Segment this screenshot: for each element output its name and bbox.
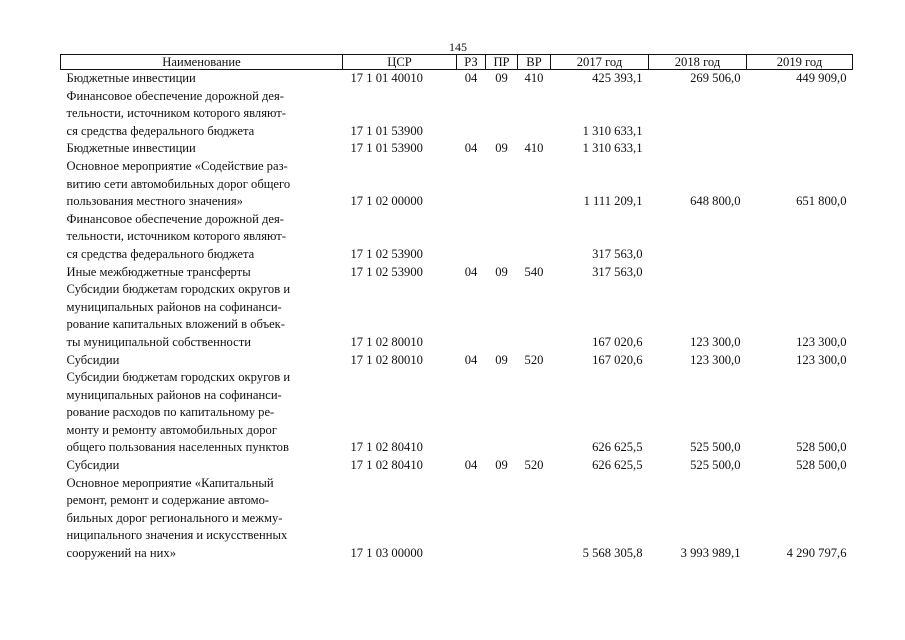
row-name-line: ниципального значения и искусственных xyxy=(66,528,288,543)
row-name-line: рование капитальных вложений в объек- xyxy=(66,317,285,332)
row-2018 xyxy=(649,88,747,141)
row-pr xyxy=(486,158,518,211)
row-name-line: общего пользования населенных пунктов xyxy=(66,440,289,455)
row-rz: 04 xyxy=(464,458,478,473)
row-vr xyxy=(518,369,551,457)
row-2018: 525 500,0 xyxy=(690,458,741,473)
row-name xyxy=(61,70,343,88)
row-vr: 410 xyxy=(524,71,544,85)
row-name xyxy=(61,369,343,457)
row-vr xyxy=(518,281,551,351)
table-header-row xyxy=(61,55,853,70)
row-name xyxy=(61,264,343,282)
row-vr xyxy=(518,88,551,141)
row-2017: 1 111 209,1 xyxy=(583,194,643,209)
header-2017: 2017 год xyxy=(551,55,649,70)
row-name xyxy=(61,211,343,264)
row-pr xyxy=(486,281,518,351)
row-name-line: Бюджетные инвестиции xyxy=(66,141,196,156)
row-name-line: Субсидии xyxy=(66,458,120,473)
row-2017: 1 310 633,1 xyxy=(582,141,643,156)
row-2019: 123 300,0 xyxy=(796,334,847,349)
page-number: 145 xyxy=(449,40,467,54)
row-name xyxy=(61,281,343,351)
row-name-line: ты муниципальной собственности xyxy=(66,334,252,349)
row-2019: 4 290 797,6 xyxy=(786,546,847,561)
row-vr xyxy=(518,211,551,264)
row-vr xyxy=(518,158,551,211)
table-row xyxy=(61,158,853,211)
table-row xyxy=(61,352,853,370)
row-2019: 123 300,0 xyxy=(796,352,847,367)
row-name-line: ся средства федерального бюджета xyxy=(66,123,255,138)
row-name-line: Финансовое обеспечение дорожной дея- xyxy=(66,211,284,226)
row-csr: 17 1 02 80410 xyxy=(350,458,423,473)
row-name-line: Иные межбюджетные трансферты xyxy=(66,264,251,279)
row-name xyxy=(61,88,343,141)
row-2018 xyxy=(649,211,747,264)
row-name-line: Субсидии бюджетам городских округов и xyxy=(66,282,291,297)
row-rz: 04 xyxy=(464,141,478,156)
row-vr: 410 xyxy=(524,141,544,156)
row-2019: 528 500,0 xyxy=(796,440,847,455)
row-vr xyxy=(518,475,551,563)
row-name-line: Финансовое обеспечение дорожной дея- xyxy=(66,88,284,103)
table-row xyxy=(61,264,853,282)
row-csr: 17 1 01 53900 xyxy=(350,141,423,156)
row-vr: 540 xyxy=(524,264,544,279)
table-row xyxy=(61,281,853,351)
row-2018: 123 300,0 xyxy=(690,334,741,349)
row-2017: 5 568 305,8 xyxy=(582,546,643,561)
row-csr: 17 1 02 00000 xyxy=(350,194,423,209)
row-2018: 525 500,0 xyxy=(690,440,741,455)
row-name-line: Основное мероприятие «Капитальный xyxy=(66,475,274,490)
table-body xyxy=(61,70,853,563)
row-2019 xyxy=(747,264,853,282)
row-rz xyxy=(457,158,486,211)
table-row xyxy=(61,140,853,158)
row-name-line: муниципальных районов на софинанси- xyxy=(66,387,282,402)
row-pr: 09 xyxy=(495,71,508,85)
row-rz xyxy=(457,369,486,457)
row-2018 xyxy=(649,140,747,158)
row-2017: 1 310 633,1 xyxy=(582,123,643,138)
row-name-line: монту и ремонту автомобильных дорог xyxy=(66,422,278,437)
row-2017: 626 625,5 xyxy=(592,440,643,455)
row-rz xyxy=(457,211,486,264)
row-name xyxy=(61,158,343,211)
table-row xyxy=(61,475,853,563)
row-csr: 17 1 03 00000 xyxy=(350,546,423,561)
row-name-line: муниципальных районов на софинанси- xyxy=(66,299,282,314)
row-csr: 17 1 01 53900 xyxy=(350,123,423,138)
row-2018 xyxy=(649,264,747,282)
row-2019 xyxy=(747,211,853,264)
row-pr xyxy=(486,369,518,457)
row-pr xyxy=(486,211,518,264)
row-pr: 09 xyxy=(495,141,508,156)
row-name-line: Субсидии xyxy=(66,352,120,367)
row-csr: 17 1 01 40010 xyxy=(350,71,423,85)
header-2019: 2019 год xyxy=(747,55,853,70)
row-2017: 626 625,5 xyxy=(592,458,643,473)
header-csr: ЦСР xyxy=(343,55,457,70)
header-rz: РЗ xyxy=(457,55,486,70)
row-2019 xyxy=(747,140,853,158)
row-name-line: бильных дорог регионального и межму- xyxy=(66,510,283,525)
row-name-line: тельности, источником которого являют- xyxy=(66,229,286,244)
row-csr: 17 1 02 80010 xyxy=(350,334,423,349)
row-name-line: Субсидии бюджетам городских округов и xyxy=(66,370,291,385)
header-vr: ВР xyxy=(518,55,551,70)
row-rz xyxy=(457,88,486,141)
table-row xyxy=(61,457,853,475)
table-row xyxy=(61,70,853,88)
row-rz xyxy=(457,281,486,351)
row-name xyxy=(61,475,343,563)
row-2017: 425 393,1 xyxy=(592,71,643,85)
row-name-line: ремонт, ремонт и содержание автомо- xyxy=(66,493,270,508)
row-2018: 648 800,0 xyxy=(690,194,741,209)
row-csr: 17 1 02 53900 xyxy=(350,264,423,279)
header-2018: 2018 год xyxy=(649,55,747,70)
row-2019 xyxy=(747,88,853,141)
row-2019: 528 500,0 xyxy=(796,458,847,473)
row-rz: 04 xyxy=(464,264,478,279)
row-name xyxy=(61,140,343,158)
row-2018: 123 300,0 xyxy=(690,352,741,367)
row-2017: 317 563,0 xyxy=(592,264,643,279)
row-pr: 09 xyxy=(495,264,508,279)
row-name-line: Бюджетные инвестиции xyxy=(66,71,196,85)
row-pr: 09 xyxy=(495,352,508,367)
row-name-line: сооружений на них» xyxy=(66,546,176,561)
row-vr: 520 xyxy=(524,352,544,367)
row-name xyxy=(61,352,343,370)
row-2018: 3 993 989,1 xyxy=(680,546,741,561)
row-rz xyxy=(457,475,486,563)
table-row xyxy=(61,369,853,457)
row-2017: 317 563,0 xyxy=(592,246,643,261)
row-name-line: пользования местного значения» xyxy=(66,194,243,209)
row-csr: 17 1 02 80010 xyxy=(350,352,423,367)
row-name-line: Основное мероприятие «Содействие раз- xyxy=(66,158,288,173)
row-name-line: ся средства федерального бюджета xyxy=(66,246,255,261)
row-csr: 17 1 02 53900 xyxy=(350,246,423,261)
header-pr: ПР xyxy=(486,55,518,70)
row-rz: 04 xyxy=(464,352,478,367)
row-name xyxy=(61,457,343,475)
row-vr: 520 xyxy=(524,458,544,473)
row-2019: 651 800,0 xyxy=(796,194,847,209)
row-rz: 04 xyxy=(464,71,478,85)
row-pr: 09 xyxy=(495,458,508,473)
table-row xyxy=(61,88,853,141)
row-pr xyxy=(486,88,518,141)
row-pr xyxy=(486,475,518,563)
row-2017: 167 020,6 xyxy=(592,352,643,367)
table-row xyxy=(61,211,853,264)
row-2019: 449 909,0 xyxy=(796,71,847,85)
row-csr: 17 1 02 80410 xyxy=(350,440,423,455)
row-name-line: рование расходов по капитальному ре- xyxy=(66,405,275,420)
row-name-line: витию сети автомобильных дорог общего xyxy=(66,176,291,191)
row-2017: 167 020,6 xyxy=(592,334,643,349)
budget-table xyxy=(60,54,853,563)
row-name-line: тельности, источником которого являют- xyxy=(66,106,286,121)
header-name: Наименование xyxy=(61,55,343,70)
row-2018: 269 506,0 xyxy=(690,71,741,85)
